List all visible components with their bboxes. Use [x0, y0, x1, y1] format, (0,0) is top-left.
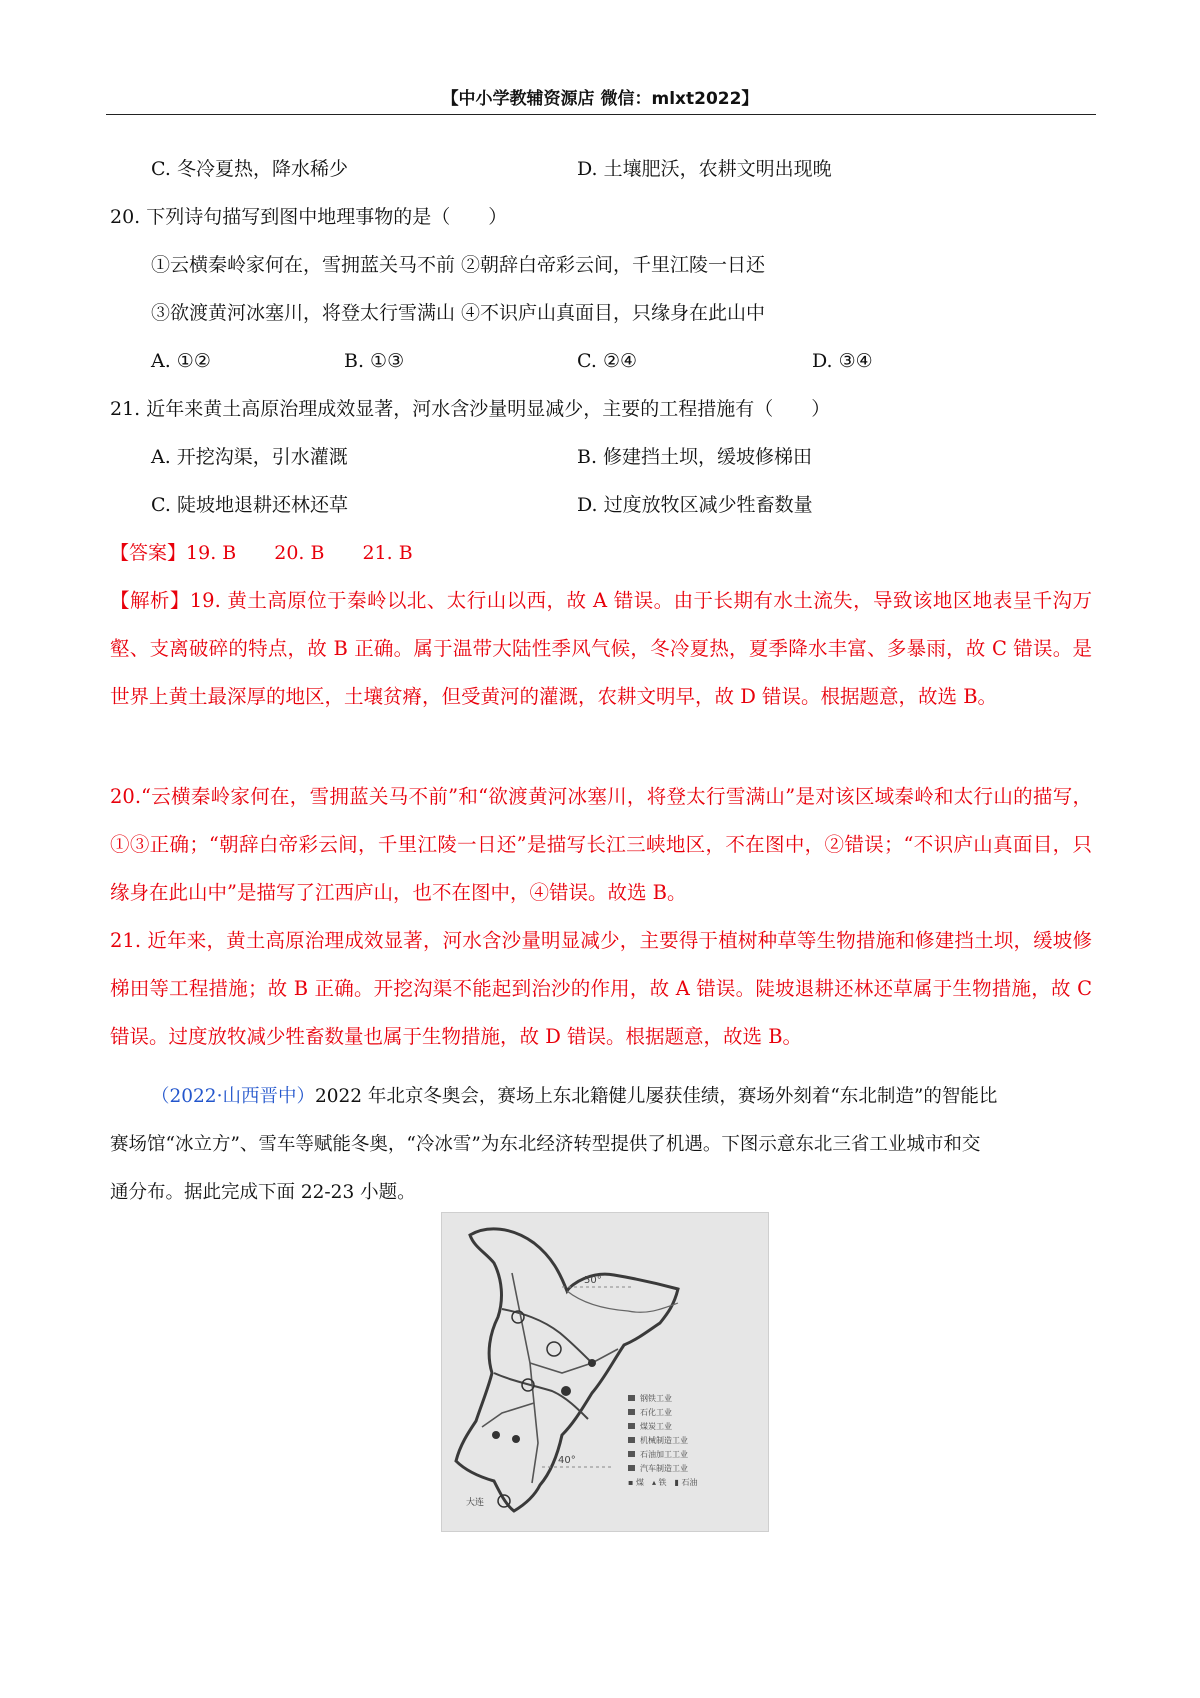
q21-option-c: C. 陡坡地退耕还林还草: [151, 494, 348, 516]
q21-option-a: A. 开挖沟渠，引水灌溉: [151, 446, 348, 468]
analysis-19: 【解析】19. 黄土高原位于秦岭以北、太行山以西，故 A 错误。由于长期有水土流失，导致该地区地表呈千沟万壑、支离破碎的特点，故 B 正确。属于温带大陆性季风气候，冬冷夏热，夏季降水丰富、多暴雨，故 C 错误。是世界上黄土最深厚的地区，土壤贫瘠，但受黄河的灌溉，农耕文明早，故 D 错误。根据题意，故选 B。: [110, 589, 1092, 708]
rail-line-1: [512, 1273, 538, 1483]
province-border-2: [494, 1373, 588, 1419]
q20-option-d: D. ③④: [812, 350, 873, 372]
legend-item-2: 石化工业: [640, 1408, 672, 1417]
answer-values: 19. B 20. B 21. B: [186, 542, 413, 564]
q21-stem: 21. 近年来黄土高原治理成效显著，河水含沙量明显减少，主要的工程措施有（ ）: [110, 398, 831, 420]
northeast-map-figure: [441, 1212, 769, 1532]
province-border-1: [502, 1309, 592, 1363]
legend-item-3: 煤炭工业: [640, 1422, 672, 1431]
q19-option-c: C. 冬冷夏热，降水稀少: [151, 158, 348, 180]
q21-option-d: D. 过度放牧区减少牲畜数量: [577, 494, 813, 516]
intro-line-3: 通分布。据此完成下面 22-23 小题。: [110, 1182, 416, 1203]
q20-poem-line-1: ①云横秦岭家何在，雪拥蓝关马不前 ②朝辞白帝彩云间，千里江陵一日还: [151, 254, 766, 276]
rail-line-2: [530, 1349, 618, 1373]
intro-line-1: [151, 1085, 997, 1109]
city-label-dalian: 大连: [466, 1498, 485, 1508]
lat-40-label: 40°: [558, 1455, 576, 1466]
legend-item-1: 钢铁工业: [640, 1394, 672, 1403]
legend-item-6: 汽车制造工业: [640, 1464, 688, 1473]
q20-poem-line-2: ③欲渡黄河冰塞川，将登太行雪满山 ④不识庐山真面目，只缘身在此山中: [151, 302, 766, 324]
answer-label: 【答案】: [110, 542, 187, 564]
map-legend: [628, 1393, 697, 1487]
answer-line: [110, 541, 413, 565]
city-marker: [588, 1359, 596, 1367]
rail-line-3: [482, 1403, 534, 1427]
q21-option-b: B. 修建挡土坝，缓坡修梯田: [577, 446, 813, 468]
lat-50-label: 50°: [584, 1275, 602, 1286]
intro-source: （2022·山西晋中）: [151, 1086, 315, 1107]
intro-line-2: 赛场馆“冰立方”、雪车等赋能冬奥，“冷冰雪”为东北经济转型提供了机遇。下图示意东北三省工业城市和交: [110, 1134, 981, 1155]
city-marker: [561, 1386, 571, 1396]
q20-option-a: A. ①②: [151, 350, 211, 372]
page-header: 【中小学教辅资源店 微信：mlxt2022】: [441, 89, 759, 109]
analysis-21: 21. 近年来，黄土高原治理成效显著，河水含沙量明显减少，主要得于植树种草等生物措施和修建挡土坝，缓坡修梯田等工程措施；故 B 正确。开挖沟渠不能起到治沙的作用，故 A 错误。陡坡退耕还林还草属于生物措施，故 C 错误。过度放牧减少牲畜数量也属于生物措施，故 D 错误。根据题意，故选 B。: [110, 929, 1092, 1048]
q20-stem: 20. 下列诗句描写到图中地理事物的是（ ）: [110, 206, 508, 228]
q19-option-d: D. 土壤肥沃，农耕文明出现晚: [577, 158, 832, 180]
legend-item-4: 机械制造工业: [640, 1436, 688, 1445]
q20-option-c: C. ②④: [577, 350, 638, 372]
header-divider: [106, 114, 1096, 115]
city-marker: [512, 1435, 520, 1443]
river-line: [567, 1291, 678, 1312]
city-marker: [492, 1431, 500, 1439]
analysis-20: 20.“云横秦岭家何在，雪拥蓝关马不前”和“欲渡黄河冰塞川，将登太行雪满山”是对该区域秦岭和太行山的描写，①③正确；“朝辞白帝彩云间，千里江陵一日还”是描写长江三峡地区，不在图中，②错误；“不识庐山真面目，只缘身在此山中”是描写了江西庐山，也不在图中，④错误。故选 B。: [110, 785, 1092, 904]
legend-item-5: 石油加工工业: [640, 1450, 688, 1459]
legend-item-resources: ▪ 煤 ▴ 铁 ▮ 石油: [628, 1478, 698, 1487]
northeast-map: [442, 1213, 768, 1531]
city-marker: [547, 1342, 561, 1356]
q20-option-b: B. ①③: [344, 350, 405, 372]
intro-text-1: 2022 年北京冬奥会，赛场上东北籍健儿屡获佳绩，赛场外刻着“东北制造”的智能比: [314, 1086, 998, 1107]
